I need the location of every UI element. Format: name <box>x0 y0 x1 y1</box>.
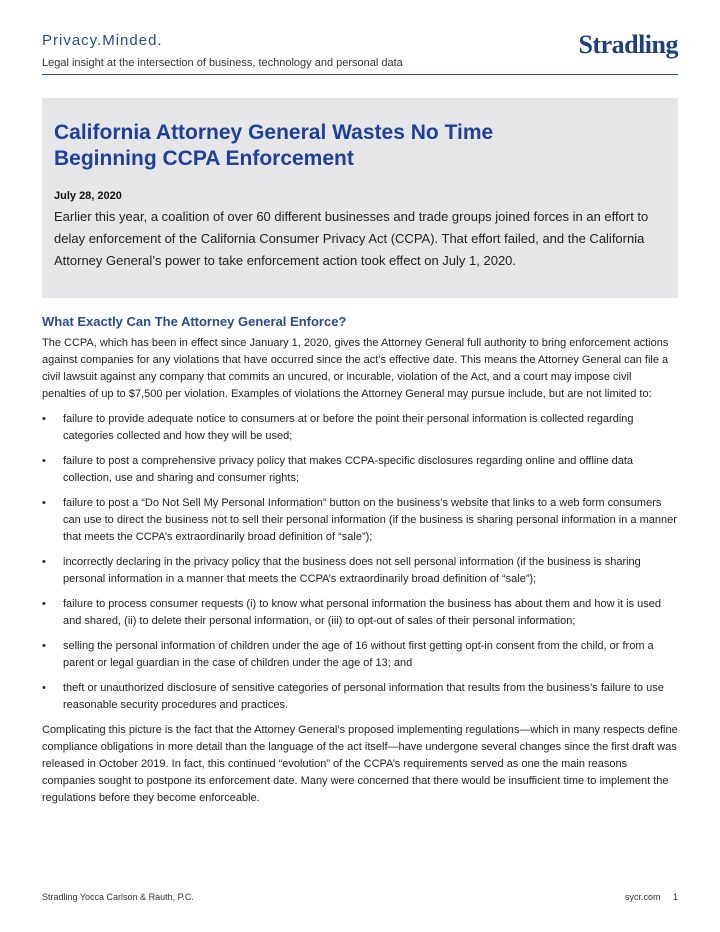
footer-website-link[interactable]: sycr.com <box>624 892 661 902</box>
list-item-text: failure to post a “Do Not Sell My Personal Information” button on the business’s website that links to a web form consumers can use to direct the business not to sell their personal information (if the business is sharing personal information in a manner that meets the CCPA’s extraordinarily broad definition of “sale”); <box>63 497 677 543</box>
brand-name: Privacy.Minded. <box>42 32 163 49</box>
list-item <box>42 495 678 546</box>
violations-list <box>42 411 678 714</box>
list-item-text: selling the personal information of children under the age of 16 without first getting opt-in consent from the child, or from a parent or legal guardian in the case of children under the age of 13; and <box>63 640 654 669</box>
brand-tagline: Legal insight at the intersection of business, technology and personal data <box>42 57 403 69</box>
bullet-icon: • <box>42 682 46 694</box>
section-intro: The CCPA, which has been in effect since January 1, 2020, gives the Attorney General full authority to bring enforcement actions against companies for any violations that have occurred since the act’s effective date. This means the Attorney General can file a civil lawsuit against any company that commits an uncured, or incurable, violation of the Act, and a court may impose civil penalties of up to $7,500 per violation. Examples of violations the Attorney General may pursue include, but are not limited to: <box>42 337 669 400</box>
bullet-icon: • <box>42 640 46 652</box>
list-item <box>42 554 678 588</box>
list-item <box>42 453 678 487</box>
list-item <box>42 680 678 714</box>
list-item <box>42 596 678 630</box>
section-title: What Exactly Can The Attorney General Enforce? <box>42 314 347 329</box>
article-date: July 28, 2020 <box>54 190 122 202</box>
list-item <box>42 411 678 445</box>
article-body <box>42 314 678 807</box>
bullet-icon: • <box>42 556 46 568</box>
article-lede: Earlier this year, a coalition of over 60 different businesses and trade groups joined forces in an effort to delay enforcement of the California Consumer Privacy Act (CCPA). That effort failed, and the California Attorney General’s power to take enforcement action took effect on July 1, 2020. <box>54 209 649 268</box>
bullet-icon: • <box>42 497 46 509</box>
list-item <box>42 638 678 672</box>
list-item-text: failure to process consumer requests (i) to know what personal information the business has about them and how it is used and shared, (ii) to delete their personal information, or (iii) to opt-out of sales of their personal information; <box>63 598 661 627</box>
article-title: California Attorney General Wastes No Time Beginning CCPA Enforcement <box>54 121 494 170</box>
list-item-text: theft or unauthorized disclosure of sensitive categories of personal information that results from the business’s failure to use reasonable security procedures and practices. <box>63 682 664 711</box>
page-header <box>42 32 678 69</box>
page-footer <box>42 892 678 902</box>
firm-logo: Stradling <box>578 30 678 59</box>
footer-firm-name: Stradling Yocca Carlson & Rauth, P.C. <box>42 892 194 902</box>
bullet-icon: • <box>42 455 46 467</box>
article-hero <box>42 98 678 298</box>
list-item-text: failure to post a comprehensive privacy policy that makes CCPA-specific disclosures regarding online and offline data collection, use and sharing and consumer rights; <box>63 455 634 484</box>
page-number: 1 <box>672 892 678 902</box>
header-divider <box>42 74 678 75</box>
list-item-text: failure to provide adequate notice to consumers at or before the point their personal information is collected regarding categories collected and how they will be used; <box>63 413 634 442</box>
bullet-icon: • <box>42 413 46 425</box>
closing-paragraph: Complicating this picture is the fact that the Attorney General’s proposed implementing regulations—which in many respects define compliance obligations in more detail than the language of the act itself—have undergone several changes since the first draft was released in October 2019. In fact, this continued “evolution” of the CCPA’s requirements served as one the main reasons companies sought to postpone its enforcement date. Many were concerned that there would be insufficient time to implement the regulations before they become enforceable. <box>42 724 678 804</box>
bullet-icon: • <box>42 598 46 610</box>
list-item-text: incorrectly declaring in the privacy policy that the business does not sell personal information (if the business is sharing personal information in a manner that meets the CCPA’s extraordinarily broad definition of “sale”); <box>63 556 641 585</box>
